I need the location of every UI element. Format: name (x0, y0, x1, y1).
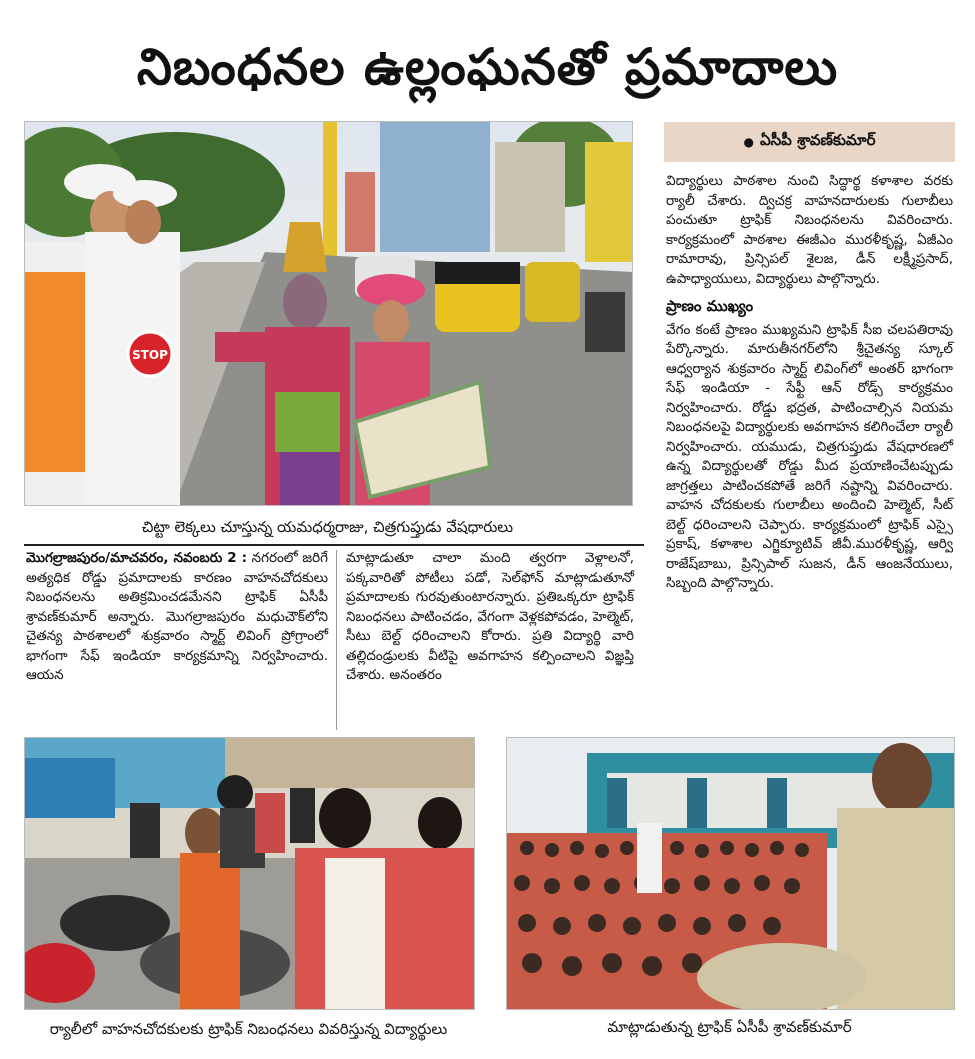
bullet-icon: ● (743, 135, 754, 149)
photo-illustration (25, 122, 632, 505)
right-para-2: వేగం కంటే ప్రాణం ముఖ్యమని ట్రాఫిక్ సీఐ చలపతిరావు పేర్కొన్నారు. మారుతీనగర్‌లోని శ్రీచైతన్య స్కూల్ ఆధ్వర్యాన శుక్రవారం స్మార్ట్ లివింగ్‌లో అంతర్ భాగంగా సేఫ్ ఇండియా - సేఫ్టీ ఆన్ రోడ్స్ కార్యక్రమం నిర్వహించారు. రోడ్డు భద్రత, పాటించాల్సిన నియమ నిబంధనలపై విద్యార్థులకు అవగాహన కలిగించేలా ర్యాలీ నిర్వహించారు. యముడు, చిత్రగుప్తుడు వేషధారణలో ఉన్న విద్యార్థులతో రోడ్డు మీద ప్రయాణించేటప్పుడు జాగ్రత్తలు పాటించకపోతే జరిగే నష్టాన్ని వివరించారు. వాహన చోదకులకు గులాబీలు అందించి హెల్మెట్, సీట్ బెల్ట్ ధరించాలని చెప్పారు. కార్యక్రమంలో ట్రాఫిక్ ఎస్సై ప్రకాష్, కళాశాల ఎగ్జిక్యూటివ్ జీవీ.మురళీకృష్ణ, ఆర్వి రాజేష్‌బాబు, ప్రిన్సిపాల్ సుజన, డీన్ ఆంజనేయులు, సిబ్బంది పాల్గొన్నారు. (666, 321, 953, 591)
left-body: నగరంలో జరిగే అత్యధిక రోడ్డు ప్రమాదాలకు కారణం వాహనచోదకులు నిబంధనలను అతిక్రమించడమేనని ట్రాఫిక్ ఏసీపీ శ్రావణ్‌కుమార్ అన్నారు. మొగల్రాజపురం మధుచౌక్‌లోని చైతన్య పాఠశాలలో శుక్రవారం స్మార్ట్ లివింగ్ ప్రోగ్రాంలో భాగంగా సేఫ్ ఇండియా కార్యక్రమాన్ని నిర్వహించారు. ఆయన (26, 550, 329, 683)
caption-bottom-right-photo: మాట్లాడుతున్న ట్రాఫిక్ ఏసీపీ శ్రావణ్‌కుమార్ (607, 1018, 852, 1036)
stop-sign-text: STOP (132, 348, 168, 362)
byline-text: ఏసీపీ శ్రావణ్‌కుమార్ (759, 131, 876, 149)
right-column (666, 172, 953, 594)
photo-acp-speaking (506, 737, 955, 1010)
right-para-1: విద్యార్థులు పాఠశాల నుంచి సిద్ధార్థ కళాశాల వరకు ర్యాలీ చేశారు. ద్విచక్ర వాహనదారులకు గులాబీలు పంచుతూ ట్రాఫిక్ నిబంధనలను వివరించారు. కార్యక్రమంలో పాఠశాల ఈజీఎం మురళీకృష్ణ, ఏజీఎం రామారావు, ప్రిన్సిపల్ శైలజ, డీన్ లక్ష్మీప్రసాద్, ఉపాధ్యాయులు, విద్యార్థులు పాల్గొన్నారు. (666, 173, 953, 287)
photo-yama-chitragupta (24, 121, 633, 506)
left-column (26, 549, 328, 686)
dateline: మొగల్రాజపురం/మాచవరం, నవంబరు 2 : (26, 550, 248, 566)
column-divider (336, 550, 337, 730)
headline: నిబంధనల ఉల్లంఘనతో ప్రమాదాలు (136, 38, 839, 96)
photo-illustration (507, 738, 954, 1009)
photo-rally-students (24, 737, 475, 1010)
caption-bottom-left-photo: ర్యాలీలో వాహనచోదకులకు ట్రాఫిక్ నిబంధనలు వివరిస్తున్న విద్యార్థులు (49, 1020, 448, 1038)
section-rule (24, 544, 644, 546)
middle-body: మాట్లాడుతూ చాలా మంది త్వరగా వెళ్లాలనో, పక్కవారితో పోటీలు పడో, సెల్‌ఫోన్ మాట్లాడుతూనో ప్రమాదాలకు గురవుతుంటారన్నారు. ప్రతిఒక్కరూ ట్రాఫిక్ నిబంధనలు పాటించడం, వేగంగా వెళ్లకపోవడం, హెల్మెట్, సీటు బెల్ట్ ధరించాలని కోరారు. ప్రతి విద్యార్థి వారి తల్లిదండ్రులకు వీటిపై అవగాహన కల్పించాలని విజ్ఞప్తి చేశారు. అనంతరం (346, 550, 634, 683)
middle-column (346, 549, 634, 686)
byline (664, 122, 955, 162)
photo-illustration (25, 738, 474, 1009)
subhead-life-important: ప్రాణం ముఖ్యం (666, 297, 754, 315)
caption-top-photo: చిట్టా లెక్కలు చూస్తున్న యమధర్మరాజు, చిత్రగుప్తుడు వేషధారులు (141, 518, 514, 536)
